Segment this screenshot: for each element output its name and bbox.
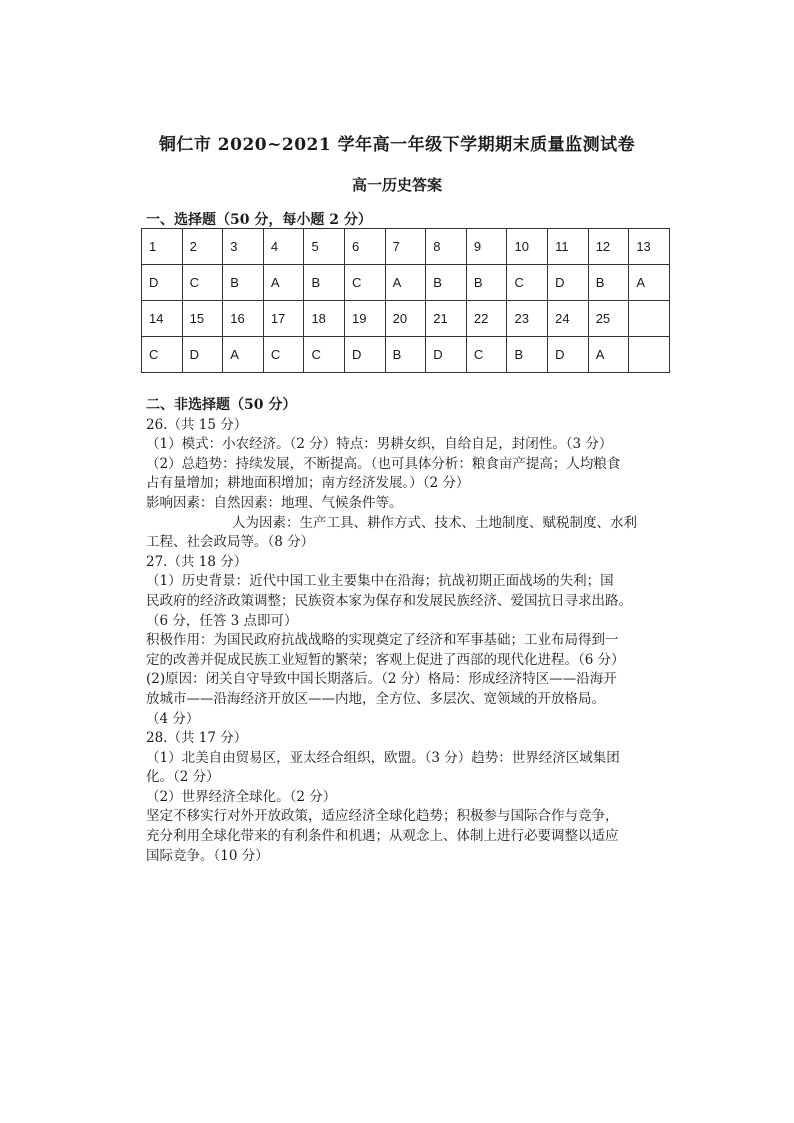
table-cell: B xyxy=(466,265,507,301)
table-cell: 5 xyxy=(304,229,345,265)
table-cell: 4 xyxy=(263,229,304,265)
table-cell: 1 xyxy=(142,229,183,265)
table-cell: 25 xyxy=(588,301,629,337)
table-row xyxy=(142,229,670,265)
answer-line: 28.（共 17 分） xyxy=(146,730,248,747)
document-title: 铜仁市 2020~2021 学年高一年级下学期期末质量监测试卷 xyxy=(158,135,636,155)
answer-line: 积极作用：为国民政府抗战战略的实现奠定了经济和军事基础；工业布局得到一 xyxy=(146,632,619,649)
table-row xyxy=(142,337,670,373)
table-cell: 8 xyxy=(426,229,467,265)
table-cell: B xyxy=(223,265,264,301)
answer-line: 国际竞争。（10 分） xyxy=(146,847,269,864)
table-cell: 12 xyxy=(588,229,629,265)
table-cell: D xyxy=(426,337,467,373)
table-cell: 19 xyxy=(345,301,386,337)
answer-line: 充分利用全球化带来的有利条件和机遇；从观念上、体制上进行必要调整以适应 xyxy=(146,828,619,845)
table-cell: 16 xyxy=(223,301,264,337)
section1-heading: 一、选择题（50 分，每小题 2 分） xyxy=(146,212,372,228)
table-cell: D xyxy=(142,265,183,301)
section2-body xyxy=(146,396,676,866)
answer-line: 26.（共 15 分） xyxy=(146,416,248,433)
table-cell: C xyxy=(466,337,507,373)
table-cell: D xyxy=(345,337,386,373)
table-cell xyxy=(629,301,670,337)
answer-line: （1）历史背景：近代中国工业主要集中在沿海；抗战初期正面战场的失利；国 xyxy=(146,573,614,590)
answer-line: 工程、社会政局等。（8 分） xyxy=(146,534,315,551)
table-cell: D xyxy=(548,337,589,373)
answer-line: 影响因素：自然因素：地理、气候条件等。 xyxy=(146,494,403,511)
table-cell: 3 xyxy=(223,229,264,265)
answer-line: （4 分） xyxy=(146,710,200,727)
answer-line: 27.（共 18 分） xyxy=(146,553,248,570)
table-cell: 9 xyxy=(466,229,507,265)
table-row xyxy=(142,265,670,301)
table-cell: C xyxy=(304,337,345,373)
table-cell: B xyxy=(588,265,629,301)
answer-line: 占有量增加；耕地面积增加；南方经济发展。）（2 分） xyxy=(146,475,470,492)
table-cell: A xyxy=(223,337,264,373)
table-cell: 6 xyxy=(345,229,386,265)
table-cell: 11 xyxy=(548,229,589,265)
table-cell: 18 xyxy=(304,301,345,337)
table-cell: B xyxy=(304,265,345,301)
table-cell: 24 xyxy=(548,301,589,337)
answer-line: （1）模式：小农经济。（2 分）特点：男耕女织，自给自足，封闭性。（3 分） xyxy=(146,436,613,453)
table-cell: C xyxy=(345,265,386,301)
answer-line: 化。（2 分） xyxy=(146,769,220,786)
table-cell: D xyxy=(548,265,589,301)
answer-line: 定的改善并促成民族工业短暂的繁荣；客观上促进了西部的现代化进程。（6 分） xyxy=(146,651,625,668)
table-row xyxy=(142,301,670,337)
table-cell: 22 xyxy=(466,301,507,337)
section2-heading: 二、非选择题（50 分） xyxy=(146,397,297,413)
table-cell: 13 xyxy=(629,229,670,265)
table-cell: C xyxy=(142,337,183,373)
table-cell: 7 xyxy=(385,229,426,265)
table-cell: A xyxy=(263,265,304,301)
table-cell: C xyxy=(507,265,548,301)
table-cell: 14 xyxy=(142,301,183,337)
answer-line: 人为因素：生产工具、耕作方式、技术、土地制度、赋税制度、水利 xyxy=(232,514,637,531)
answer-line: 放城市——沿海经济开放区——内地，全方位、多层次、宽领域的开放格局。 xyxy=(146,690,605,707)
answer-line: (2)原因：闭关自守导致中国长期落后。（2 分）格局：形成经济特区——沿海开 xyxy=(146,671,617,688)
answer-line: （2）总趋势：持续发展，不断提高。（也可具体分析：粮食亩产提高；人均粮食 xyxy=(146,455,621,472)
table-cell: A xyxy=(385,265,426,301)
answer-table xyxy=(141,228,670,373)
answer-line: 民政府的经济政策调整；民族资本家为保存和发展民族经济、爱国抗日寻求出路。 xyxy=(146,592,632,609)
table-cell: B xyxy=(385,337,426,373)
table-cell: 17 xyxy=(263,301,304,337)
table-cell: C xyxy=(182,265,223,301)
table-cell: 15 xyxy=(182,301,223,337)
table-cell: D xyxy=(182,337,223,373)
answer-line: 坚定不移实行对外开放政策，适应经济全球化趋势；积极参与国际合作与竞争， xyxy=(146,808,619,825)
table-cell: C xyxy=(263,337,304,373)
answer-line: （6 分，任答 3 点即可） xyxy=(146,612,298,629)
table-cell: B xyxy=(426,265,467,301)
answer-line: （2）世界经济全球化。（2 分） xyxy=(146,788,337,805)
table-cell: 21 xyxy=(426,301,467,337)
table-cell: A xyxy=(629,265,670,301)
document-subtitle: 高一历史答案 xyxy=(351,176,442,194)
table-cell: 23 xyxy=(507,301,548,337)
answer-line: （1）北美自由贸易区，亚太经合组织，欧盟。（3 分）趋势：世界经济区域集团 xyxy=(146,749,620,766)
table-cell: 20 xyxy=(385,301,426,337)
table-cell: 10 xyxy=(507,229,548,265)
table-cell: A xyxy=(588,337,629,373)
table-cell xyxy=(629,337,670,373)
table-cell: 2 xyxy=(182,229,223,265)
table-cell: B xyxy=(507,337,548,373)
